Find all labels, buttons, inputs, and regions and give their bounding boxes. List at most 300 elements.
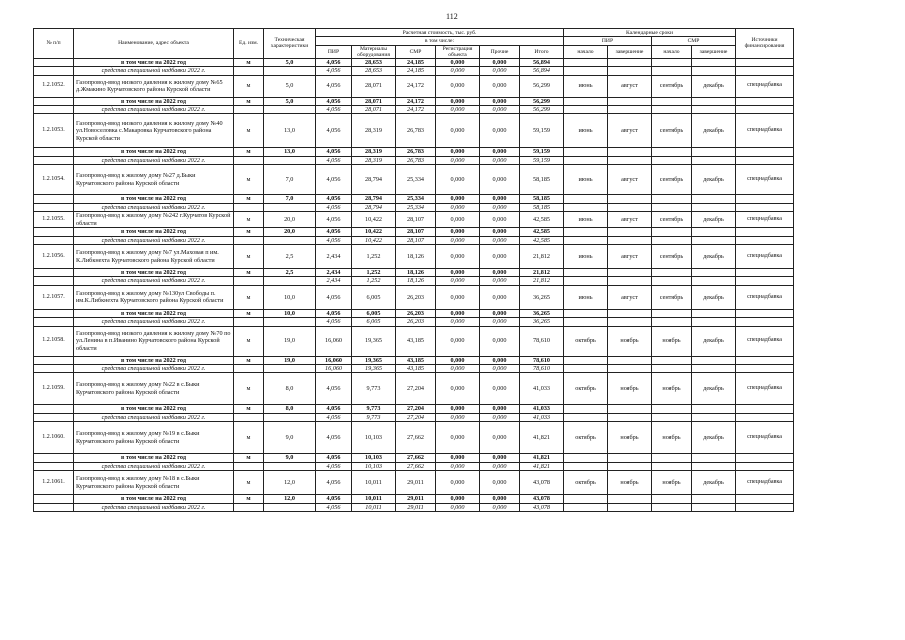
unit-cell: м <box>234 356 264 364</box>
mat-cell: 10,422 <box>352 236 396 244</box>
tech-cell: 9,0 <box>264 422 316 454</box>
smr-cell: 26,203 <box>396 318 436 326</box>
source-cell <box>736 495 794 503</box>
tech-cell <box>264 365 316 373</box>
calendar-e1-cell: август <box>608 212 652 228</box>
calendar-s1-cell <box>564 106 608 114</box>
oth-cell: 0,000 <box>480 203 520 211</box>
total-cell: 59,159 <box>520 156 564 164</box>
unit-cell <box>234 67 264 75</box>
special-funds-row <box>34 156 794 164</box>
calendar-e1-cell <box>608 413 652 421</box>
pir-cell: 4,056 <box>316 471 352 495</box>
row-number <box>34 413 74 421</box>
calendar-s2-cell: сентябрь <box>652 212 692 228</box>
smr-cell: 43,185 <box>396 356 436 364</box>
calendar-s2-cell <box>652 454 692 462</box>
reg-cell: 0,000 <box>436 454 480 462</box>
object-row <box>34 114 794 148</box>
year-subtotal-row <box>34 356 794 364</box>
calendar-s1-cell <box>564 405 608 413</box>
calendar-e2-cell <box>692 277 736 285</box>
object-name: Газопровод-ввод к жилому дому №19 в с.Быки Курчатовского района Курской области <box>74 422 234 454</box>
oth-cell: 0,000 <box>480 106 520 114</box>
pir-cell: 4,056 <box>316 148 352 156</box>
source-cell <box>736 269 794 277</box>
oth-cell: 0,000 <box>480 114 520 148</box>
pir-cell: 4,056 <box>316 165 352 195</box>
calendar-s1-cell <box>564 356 608 364</box>
object-name: средства специальной надбавки 2022 г. <box>74 236 234 244</box>
smr-cell: 27,662 <box>396 462 436 470</box>
object-row <box>34 212 794 228</box>
object-row <box>34 373 794 405</box>
mat-cell: 28,653 <box>352 58 396 66</box>
reg-cell: 0,000 <box>436 309 480 317</box>
calendar-s2-cell <box>652 156 692 164</box>
calendar-s2-cell: ноябрь <box>652 471 692 495</box>
row-number <box>34 277 74 285</box>
mat-cell: 1,252 <box>352 269 396 277</box>
object-name: средства специальной надбавки 2022 г. <box>74 203 234 211</box>
unit-cell: м <box>234 454 264 462</box>
object-row <box>34 326 794 356</box>
total-cell: 59,159 <box>520 114 564 148</box>
calendar-s2-cell: сентябрь <box>652 114 692 148</box>
mat-cell: 10,103 <box>352 422 396 454</box>
row-number: 1.2.1053. <box>34 114 74 148</box>
reg-cell: 0,000 <box>436 495 480 503</box>
mat-cell: 1,252 <box>352 245 396 269</box>
total-cell: 56,299 <box>520 97 564 105</box>
pir-cell: 4,056 <box>316 236 352 244</box>
calendar-e2-cell <box>692 503 736 511</box>
pir-cell: 2,434 <box>316 269 352 277</box>
tech-cell: 7,0 <box>264 165 316 195</box>
header-start2: начало <box>652 45 692 58</box>
reg-cell: 0,000 <box>436 326 480 356</box>
object-name: средства специальной надбавки 2022 г. <box>74 156 234 164</box>
source-cell <box>736 462 794 470</box>
calendar-s1-cell: октябрь <box>564 326 608 356</box>
calendar-s1-cell: октябрь <box>564 471 608 495</box>
calendar-e2-cell <box>692 97 736 105</box>
calendar-e1-cell <box>608 365 652 373</box>
calendar-e2-cell <box>692 405 736 413</box>
reg-cell: 0,000 <box>436 236 480 244</box>
source-cell <box>736 236 794 244</box>
unit-cell <box>234 365 264 373</box>
calendar-s2-cell: сентябрь <box>652 165 692 195</box>
total-cell: 56,894 <box>520 67 564 75</box>
source-cell <box>736 454 794 462</box>
calendar-s1-cell <box>564 365 608 373</box>
row-number <box>34 148 74 156</box>
calendar-s2-cell: сентябрь <box>652 285 692 309</box>
object-name: в том числе на 2022 год <box>74 495 234 503</box>
object-name: средства специальной надбавки 2022 г. <box>74 106 234 114</box>
row-number <box>34 228 74 236</box>
unit-cell <box>234 503 264 511</box>
special-funds-row <box>34 503 794 511</box>
oth-cell: 0,000 <box>480 228 520 236</box>
smr-cell: 29,011 <box>396 503 436 511</box>
header-materials: Материалы оборудования <box>352 45 396 58</box>
tech-cell <box>264 413 316 421</box>
reg-cell: 0,000 <box>436 471 480 495</box>
mat-cell: 19,365 <box>352 365 396 373</box>
calendar-s2-cell: ноябрь <box>652 326 692 356</box>
object-name: средства специальной надбавки 2022 г. <box>74 413 234 421</box>
header-start: начало <box>564 45 608 58</box>
calendar-e1-cell <box>608 58 652 66</box>
calendar-e1-cell: август <box>608 245 652 269</box>
reg-cell: 0,000 <box>436 277 480 285</box>
unit-cell: м <box>234 285 264 309</box>
oth-cell: 0,000 <box>480 148 520 156</box>
calendar-e1-cell: ноябрь <box>608 326 652 356</box>
smr-cell: 18,126 <box>396 245 436 269</box>
calendar-s2-cell <box>652 148 692 156</box>
calendar-s2-cell <box>652 356 692 364</box>
unit-cell: м <box>234 228 264 236</box>
header-cal-pir: ПИР <box>564 37 652 45</box>
special-funds-row <box>34 106 794 114</box>
calendar-s1-cell: июнь <box>564 285 608 309</box>
tech-cell <box>264 156 316 164</box>
source-cell: спецнадбавка <box>736 285 794 309</box>
calendar-s2-cell <box>652 58 692 66</box>
calendar-e1-cell <box>608 148 652 156</box>
program-objects-table <box>33 28 794 512</box>
calendar-e1-cell <box>608 405 652 413</box>
calendar-s2-cell <box>652 318 692 326</box>
calendar-e1-cell <box>608 203 652 211</box>
unit-cell <box>234 277 264 285</box>
calendar-e2-cell <box>692 236 736 244</box>
pir-cell: 4,056 <box>316 156 352 164</box>
source-cell: спецнадбавка <box>736 373 794 405</box>
mat-cell: 9,773 <box>352 413 396 421</box>
special-funds-row <box>34 462 794 470</box>
oth-cell: 0,000 <box>480 97 520 105</box>
row-number <box>34 495 74 503</box>
smr-cell: 25,334 <box>396 195 436 203</box>
total-cell: 59,159 <box>520 148 564 156</box>
total-cell: 21,812 <box>520 269 564 277</box>
pir-cell: 4,056 <box>316 203 352 211</box>
pir-cell: 16,060 <box>316 365 352 373</box>
year-subtotal-row <box>34 58 794 66</box>
pir-cell: 4,056 <box>316 58 352 66</box>
year-subtotal-row <box>34 495 794 503</box>
row-number <box>34 356 74 364</box>
object-row <box>34 75 794 97</box>
row-number <box>34 365 74 373</box>
reg-cell: 0,000 <box>436 114 480 148</box>
pir-cell: 4,056 <box>316 503 352 511</box>
calendar-s1-cell <box>564 148 608 156</box>
pir-cell: 4,056 <box>316 309 352 317</box>
mat-cell: 10,422 <box>352 212 396 228</box>
mat-cell: 28,319 <box>352 148 396 156</box>
total-cell: 43,078 <box>520 503 564 511</box>
header-tech: Техническая характеристики <box>264 29 316 59</box>
special-funds-row <box>34 365 794 373</box>
special-funds-row <box>34 67 794 75</box>
calendar-e1-cell <box>608 318 652 326</box>
calendar-s1-cell: июнь <box>564 114 608 148</box>
calendar-e1-cell <box>608 503 652 511</box>
reg-cell: 0,000 <box>436 156 480 164</box>
unit-cell: м <box>234 495 264 503</box>
mat-cell: 28,653 <box>352 67 396 75</box>
source-cell <box>736 365 794 373</box>
source-cell <box>736 277 794 285</box>
calendar-s1-cell <box>564 97 608 105</box>
header-total: Итого <box>520 45 564 58</box>
mat-cell: 28,794 <box>352 165 396 195</box>
calendar-e1-cell: ноябрь <box>608 471 652 495</box>
header-including: в том числе: <box>316 37 564 45</box>
calendar-s1-cell <box>564 495 608 503</box>
mat-cell: 28,319 <box>352 156 396 164</box>
oth-cell: 0,000 <box>480 405 520 413</box>
reg-cell: 0,000 <box>436 195 480 203</box>
calendar-e1-cell <box>608 309 652 317</box>
header-row-1 <box>34 29 794 37</box>
source-cell <box>736 503 794 511</box>
source-cell <box>736 318 794 326</box>
tech-cell: 8,0 <box>264 405 316 413</box>
unit-cell: м <box>234 212 264 228</box>
calendar-s2-cell <box>652 195 692 203</box>
object-row <box>34 165 794 195</box>
calendar-e1-cell: ноябрь <box>608 373 652 405</box>
unit-cell: м <box>234 422 264 454</box>
calendar-e2-cell: декабрь <box>692 75 736 97</box>
reg-cell: 0,000 <box>436 365 480 373</box>
mat-cell: 10,422 <box>352 228 396 236</box>
pir-cell: 4,056 <box>316 195 352 203</box>
row-number <box>34 269 74 277</box>
reg-cell: 0,000 <box>436 245 480 269</box>
total-cell: 58,185 <box>520 203 564 211</box>
calendar-e2-cell: декабрь <box>692 326 736 356</box>
unit-cell <box>234 318 264 326</box>
row-number <box>34 454 74 462</box>
pir-cell: 4,056 <box>316 422 352 454</box>
row-number <box>34 236 74 244</box>
reg-cell: 0,000 <box>436 405 480 413</box>
pir-cell: 16,060 <box>316 326 352 356</box>
row-number: 1.2.1056. <box>34 245 74 269</box>
row-number <box>34 58 74 66</box>
calendar-e1-cell <box>608 67 652 75</box>
total-cell: 41,033 <box>520 413 564 421</box>
reg-cell: 0,000 <box>436 97 480 105</box>
unit-cell: м <box>234 165 264 195</box>
calendar-e1-cell: август <box>608 114 652 148</box>
smr-cell: 27,204 <box>396 405 436 413</box>
tech-cell <box>264 67 316 75</box>
object-name: в том числе на 2022 год <box>74 148 234 156</box>
object-name: в том числе на 2022 год <box>74 269 234 277</box>
oth-cell: 0,000 <box>480 156 520 164</box>
oth-cell: 0,000 <box>480 212 520 228</box>
unit-cell: м <box>234 405 264 413</box>
row-number: 1.2.1055. <box>34 212 74 228</box>
oth-cell: 0,000 <box>480 165 520 195</box>
mat-cell: 1,252 <box>352 277 396 285</box>
calendar-e1-cell <box>608 156 652 164</box>
unit-cell: м <box>234 97 264 105</box>
unit-cell: м <box>234 269 264 277</box>
total-cell: 78,610 <box>520 356 564 364</box>
mat-cell: 10,103 <box>352 454 396 462</box>
header-end: завершение <box>608 45 652 58</box>
unit-cell: м <box>234 75 264 97</box>
calendar-e1-cell <box>608 236 652 244</box>
source-cell <box>736 148 794 156</box>
total-cell: 58,185 <box>520 165 564 195</box>
total-cell: 56,299 <box>520 75 564 97</box>
smr-cell: 27,204 <box>396 413 436 421</box>
reg-cell: 0,000 <box>436 413 480 421</box>
year-subtotal-row <box>34 405 794 413</box>
total-cell: 21,812 <box>520 277 564 285</box>
object-name: средства специальной надбавки 2022 г. <box>74 67 234 75</box>
calendar-s1-cell: июнь <box>564 165 608 195</box>
object-name: в том числе на 2022 год <box>74 195 234 203</box>
oth-cell: 0,000 <box>480 454 520 462</box>
pir-cell: 4,056 <box>316 228 352 236</box>
pir-cell: 4,056 <box>316 114 352 148</box>
tech-cell: 5,0 <box>264 97 316 105</box>
object-name: Газопровод-ввод низкого давления к жилому дому №65 д.Жмакино Курчатовского района Курской области <box>74 75 234 97</box>
object-name: в том числе на 2022 год <box>74 356 234 364</box>
tech-cell: 9,0 <box>264 454 316 462</box>
mat-cell: 10,011 <box>352 503 396 511</box>
object-name: Газопровод-ввод низкого давления к жилому дому №70 по ул.Ленина в п.Иванино Курчатовского района Курской области <box>74 326 234 356</box>
pir-cell: 2,434 <box>316 245 352 269</box>
oth-cell: 0,000 <box>480 373 520 405</box>
pir-cell: 4,056 <box>316 75 352 97</box>
smr-cell: 25,334 <box>396 165 436 195</box>
calendar-e2-cell <box>692 156 736 164</box>
unit-cell: м <box>234 471 264 495</box>
table-body <box>34 58 794 511</box>
header-unit: Ед. изм. <box>234 29 264 59</box>
object-name: в том числе на 2022 год <box>74 58 234 66</box>
source-cell <box>736 195 794 203</box>
mat-cell: 6,005 <box>352 309 396 317</box>
oth-cell: 0,000 <box>480 318 520 326</box>
reg-cell: 0,000 <box>436 75 480 97</box>
reg-cell: 0,000 <box>436 373 480 405</box>
calendar-s2-cell <box>652 413 692 421</box>
pir-cell: 4,056 <box>316 495 352 503</box>
year-subtotal-row <box>34 148 794 156</box>
object-name: Газопровод-ввод к жилому дому №27 д.Быки Курчатовского района Курской области <box>74 165 234 195</box>
header-registration: Регистрация объекта <box>436 45 480 58</box>
oth-cell: 0,000 <box>480 285 520 309</box>
total-cell: 41,821 <box>520 422 564 454</box>
row-number: 1.2.1054. <box>34 165 74 195</box>
unit-cell: м <box>234 114 264 148</box>
year-subtotal-row <box>34 309 794 317</box>
row-number <box>34 309 74 317</box>
oth-cell: 0,000 <box>480 471 520 495</box>
calendar-s1-cell <box>564 454 608 462</box>
smr-cell: 18,126 <box>396 269 436 277</box>
calendar-s1-cell <box>564 58 608 66</box>
object-name: Газопровод-ввод к жилому дому №242 г.Курчатов Курской области <box>74 212 234 228</box>
calendar-e2-cell <box>692 195 736 203</box>
calendar-e1-cell: август <box>608 285 652 309</box>
header-name: Наименование, адрес объекта <box>74 29 234 59</box>
object-name: Газопровод-ввод низкого давления к жилому дому №40 ул.Новоселовка с.Макаровка Курчатовского района Курской области <box>74 114 234 148</box>
source-cell: спецнадбавка <box>736 245 794 269</box>
page-number: 112 <box>446 12 458 21</box>
oth-cell: 0,000 <box>480 413 520 421</box>
object-name: средства специальной надбавки 2022 г. <box>74 503 234 511</box>
pir-cell: 4,056 <box>316 212 352 228</box>
source-cell <box>736 356 794 364</box>
calendar-e1-cell: август <box>608 75 652 97</box>
row-number <box>34 97 74 105</box>
unit-cell: м <box>234 195 264 203</box>
calendar-e1-cell <box>608 106 652 114</box>
source-cell <box>736 413 794 421</box>
tech-cell <box>264 203 316 211</box>
oth-cell: 0,000 <box>480 356 520 364</box>
calendar-s1-cell <box>564 269 608 277</box>
calendar-s1-cell: октябрь <box>564 373 608 405</box>
calendar-e1-cell: август <box>608 165 652 195</box>
source-cell <box>736 309 794 317</box>
calendar-e1-cell <box>608 195 652 203</box>
mat-cell: 10,011 <box>352 471 396 495</box>
calendar-s2-cell <box>652 203 692 211</box>
source-cell: спецнадбавка <box>736 165 794 195</box>
calendar-s2-cell: ноябрь <box>652 422 692 454</box>
calendar-s2-cell: сентябрь <box>652 245 692 269</box>
reg-cell: 0,000 <box>436 203 480 211</box>
header-cost-group: Расчетная стоимость, тыс. руб. <box>316 29 564 37</box>
object-name: в том числе на 2022 год <box>74 228 234 236</box>
header-other: Прочие <box>480 45 520 58</box>
calendar-e2-cell <box>692 203 736 211</box>
tech-cell: 20,0 <box>264 228 316 236</box>
pir-cell: 4,056 <box>316 318 352 326</box>
pir-cell: 4,056 <box>316 373 352 405</box>
year-subtotal-row <box>34 97 794 105</box>
calendar-e2-cell <box>692 309 736 317</box>
calendar-e2-cell <box>692 413 736 421</box>
reg-cell: 0,000 <box>436 67 480 75</box>
smr-cell: 27,662 <box>396 422 436 454</box>
calendar-s2-cell: сентябрь <box>652 75 692 97</box>
oth-cell: 0,000 <box>480 326 520 356</box>
source-cell: спецнадбавка <box>736 75 794 97</box>
header-smr: СМР <box>396 45 436 58</box>
source-cell: спецнадбавка <box>736 326 794 356</box>
calendar-s2-cell <box>652 269 692 277</box>
reg-cell: 0,000 <box>436 58 480 66</box>
total-cell: 41,821 <box>520 454 564 462</box>
total-cell: 78,610 <box>520 326 564 356</box>
